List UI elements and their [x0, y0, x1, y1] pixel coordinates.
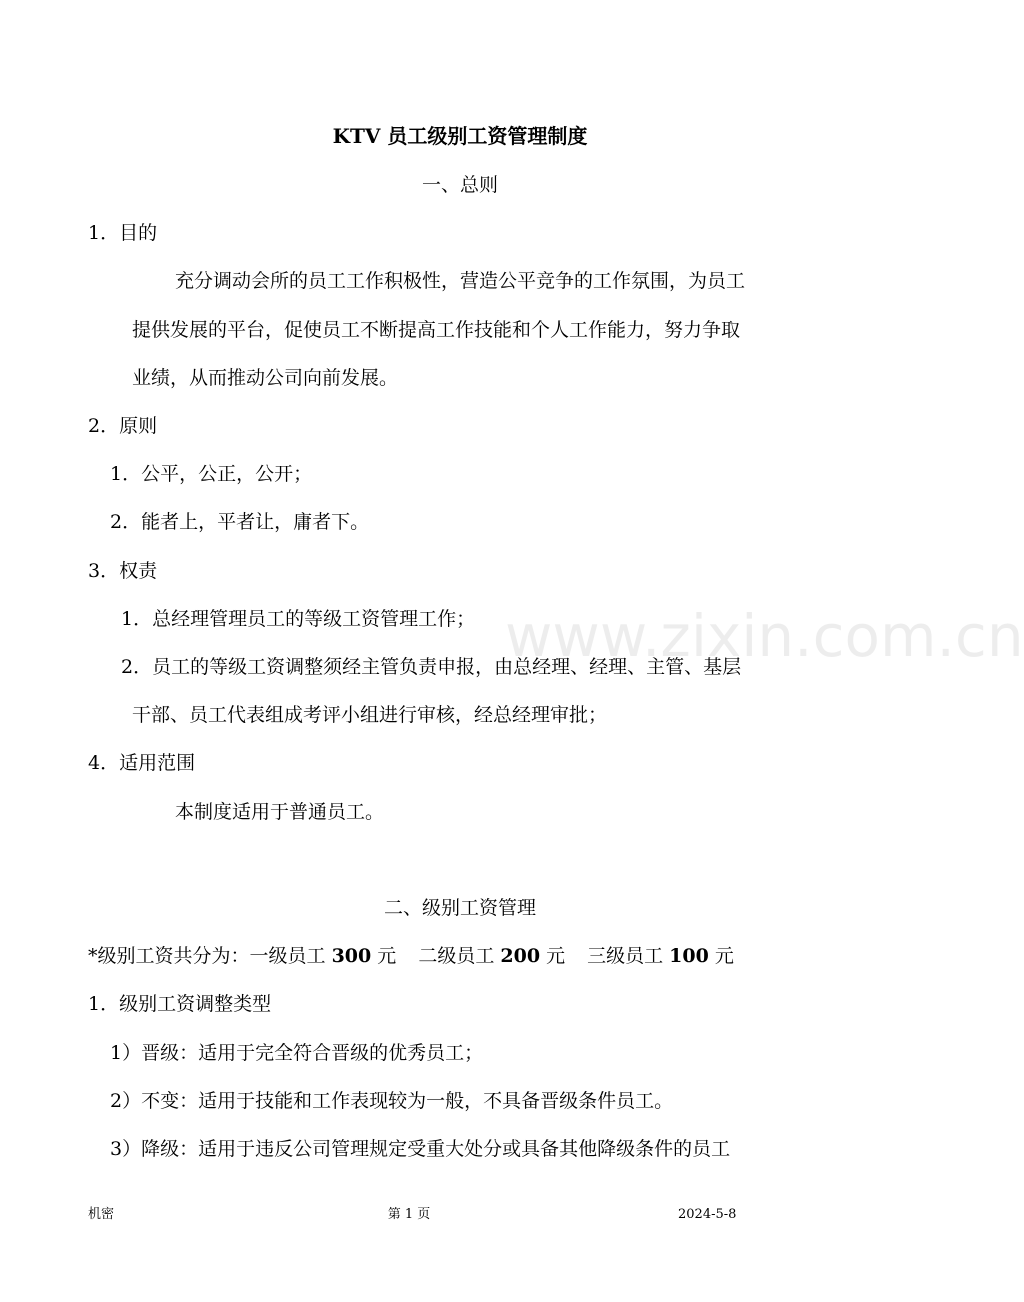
- footer-left: 机密: [88, 1207, 115, 1222]
- level-2-name: 二级员工: [418, 945, 495, 967]
- level-3-amount: 100: [669, 945, 709, 967]
- scope-text: 本制度适用于普通员工。: [175, 801, 385, 823]
- footer-date: 2024-5-8: [678, 1207, 737, 1222]
- purpose-text-line-3: 业绩，从而推动公司向前发展。: [132, 367, 399, 389]
- purpose-heading: 1．目的: [88, 222, 158, 244]
- scope-heading: 4．适用范围: [88, 752, 196, 774]
- level-2-amount: 200: [500, 945, 541, 967]
- purpose-text-line-2: 提供发展的平台，促使员工不断提高工作技能和个人工作能力，努力争取: [132, 319, 741, 341]
- document-title: KTV 员工级别工资管理制度: [332, 124, 588, 148]
- adjust-heading: 1．级别工资调整类型: [88, 993, 272, 1015]
- levels-line: [88, 944, 734, 968]
- level-1-amount: 300: [331, 945, 372, 967]
- authority-item-1: 1．总经理管理员工的等级工资管理工作；: [121, 608, 476, 630]
- authority-item-2-cont: 干部、员工代表组成考评小组进行审核，经总经理审批；: [132, 704, 608, 726]
- authority-item-2: 2．员工的等级工资调整须经主管负责申报，由总经理、经理、主管、基层: [121, 656, 742, 678]
- adjust-item-2: 2）不变：适用于技能和工作表现较为一般，不具备晋级条件员工。: [110, 1090, 674, 1112]
- principle-item-1: 1．公平，公正，公开；: [110, 463, 313, 485]
- level-1-unit: 元: [377, 945, 397, 967]
- section-1-heading: 一、总则: [421, 174, 498, 196]
- level-3: [587, 945, 734, 967]
- principle-item-2: 2．能者上，平者让，庸者下。: [110, 511, 370, 533]
- watermark: www.zixin.com.cn: [505, 602, 1024, 670]
- level-1: [250, 945, 397, 967]
- level-2-unit: 元: [546, 945, 566, 967]
- authority-heading: 3．权责: [88, 560, 158, 582]
- principle-heading: 2．原则: [88, 415, 158, 437]
- section-2-heading: 二、级别工资管理: [383, 897, 536, 919]
- levels-prefix: *级别工资共分为：: [88, 945, 250, 967]
- footer-page-number: 第 1 页: [387, 1207, 431, 1222]
- adjust-item-3: 3）降级：适用于违反公司管理规定受重大处分或具备其他降级条件的员工: [110, 1138, 731, 1160]
- adjust-item-1: 1）晋级：适用于完全符合晋级的优秀员工；: [110, 1042, 484, 1064]
- purpose-text-line-1: 充分调动会所的员工工作积极性，营造公平竞争的工作氛围，为员工: [175, 270, 746, 292]
- level-3-unit: 元: [714, 945, 734, 967]
- level-3-name: 三级员工: [587, 945, 664, 967]
- level-2: [418, 945, 565, 967]
- level-1-name: 一级员工: [249, 945, 326, 967]
